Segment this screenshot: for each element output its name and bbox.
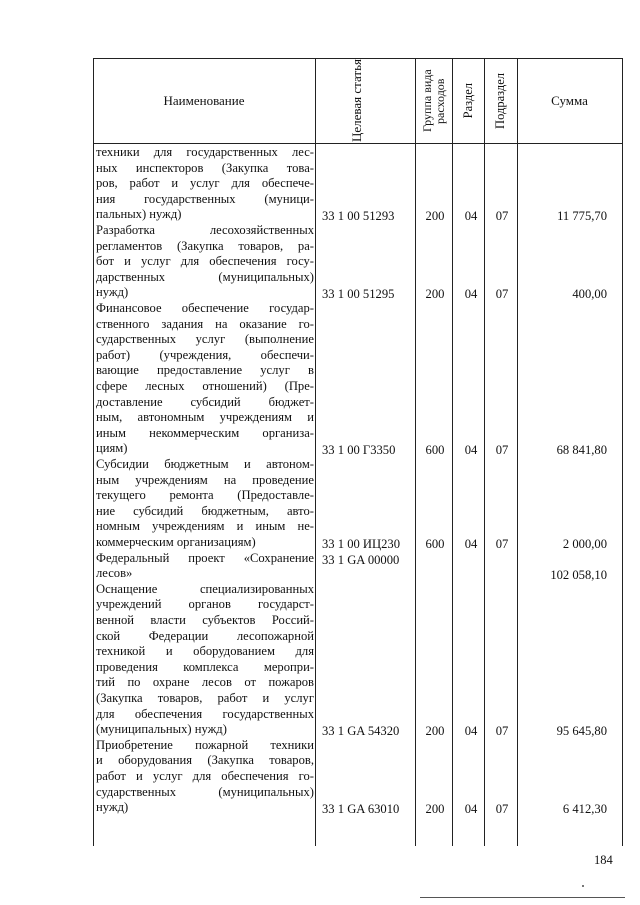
row-name-line: бот и услуг для обеспечения госу-	[96, 254, 314, 269]
header-sum-label: Сумма	[551, 92, 588, 108]
row-code: 33 1 00 Г3350	[322, 443, 396, 458]
row-name-line: лесов»	[96, 566, 133, 581]
row-name-line: работ и услуг для обеспечения го-	[96, 768, 314, 783]
header-section	[452, 58, 484, 143]
column-divider	[315, 58, 316, 846]
row-name-line: иным некоммерческим организа-	[96, 425, 314, 440]
row-subsection: 07	[495, 537, 509, 551]
row-name-line: ственного задания на оказание го-	[96, 316, 314, 331]
row-sum: 11 775,70	[557, 209, 607, 224]
row-section: 04	[464, 287, 478, 302]
column-divider	[452, 58, 453, 846]
row-name-line: дарственных (муниципальных)	[96, 269, 314, 284]
row-group: 600	[425, 537, 445, 551]
header-code	[315, 58, 415, 143]
row-sum: 2 000,00	[562, 537, 607, 551]
header-group	[415, 58, 452, 143]
row-name-line: работ) (учреждения, обеспечи-	[96, 347, 314, 362]
scan-speck	[582, 885, 584, 887]
row-name-line: сфере лесных отношений) (Пре-	[96, 378, 314, 393]
row-name-line: нужд)	[96, 285, 129, 300]
row-name-line: нужд)	[96, 800, 129, 815]
row-code: 33 1 GA 00000	[322, 552, 400, 567]
row-name	[96, 738, 314, 816]
row-name	[96, 223, 314, 301]
header-sum	[517, 58, 622, 143]
header-name-label: Наименование	[163, 92, 245, 108]
header-code-label: Целевая статья	[349, 58, 364, 142]
row-section: 04	[464, 537, 478, 551]
row-code: 33 1 GA 63010	[322, 802, 400, 817]
footer-rule	[420, 897, 625, 898]
row-code: 33 1 00 ИЦ230	[322, 537, 401, 551]
row-name-line: сударственных услуг (выполнение	[96, 332, 314, 347]
row-subsection: 07	[495, 443, 509, 458]
row-name-line: Разработка лесохозяйственных	[96, 223, 314, 237]
row-name-line: и оборудования (Закупка товаров,	[96, 753, 314, 768]
row-group: 200	[425, 209, 445, 224]
row-name-line: номным учреждениям и иным не-	[96, 519, 314, 534]
page-number: 184	[594, 853, 613, 867]
row-name-line: Оснащение специализированных	[96, 581, 314, 596]
row-section: 04	[464, 724, 478, 739]
row-group: 200	[425, 287, 445, 302]
row-name-line: (Закупка товаров, работ и услуг	[96, 690, 314, 705]
row-group: 200	[425, 724, 445, 739]
row-name-line: (муниципальных) нужд)	[96, 722, 227, 737]
row-name-line: Субсидии бюджетным и автоном-	[96, 457, 314, 471]
row-sum: 68 841,80	[556, 443, 607, 458]
row-sum: 400,00	[572, 287, 607, 302]
row-name-line: текущего ремонта (Предоставле-	[96, 488, 314, 503]
budget-table	[93, 58, 623, 846]
row-name	[96, 457, 314, 551]
row-name	[96, 551, 314, 582]
row-name-line: ния государственных (муници-	[96, 191, 314, 206]
table-border-right	[622, 58, 623, 846]
row-subsection: 07	[495, 209, 509, 224]
row-name-line: для обеспечения государственных	[96, 706, 314, 721]
header-group-label: Группа вида расходов	[419, 69, 447, 132]
header-divider	[93, 143, 623, 144]
row-section: 04	[464, 209, 478, 224]
row-name-line: циям)	[96, 441, 128, 456]
row-name-line: ров, работ и услуг для обеспече-	[96, 176, 314, 191]
row-name	[96, 582, 314, 738]
row-name-line: регламентов (Закупка товаров, ра-	[96, 238, 314, 253]
row-name	[96, 301, 314, 457]
row-name-line: ных инспекторов (Закупка това-	[96, 160, 314, 175]
column-divider	[415, 58, 416, 846]
row-subsection: 07	[495, 287, 509, 302]
row-group: 200	[425, 802, 445, 817]
row-name-line: ние субсидий бюджетным, авто-	[96, 503, 314, 518]
row-name-line: техники для государственных лес-	[96, 145, 314, 159]
header-subsection-label: Подраздел	[493, 72, 507, 129]
row-name	[96, 145, 314, 223]
row-name-line: тий по охране лесов от пожаров	[96, 675, 314, 690]
row-subsection: 07	[495, 724, 509, 739]
row-name-line: Федеральный проект «Сохранение	[96, 550, 314, 565]
row-name-line: сударственных (муниципальных)	[96, 784, 314, 799]
row-subsection: 07	[495, 802, 509, 817]
row-group: 600	[425, 443, 445, 458]
row-name-line: Приобретение пожарной техники	[96, 737, 314, 752]
row-name-line: Финансовое обеспечение государ-	[96, 301, 314, 315]
row-name-line: доставление субсидий бюджет-	[96, 394, 314, 409]
row-name-line: ным, автономным учреждениям и	[96, 410, 314, 425]
row-name-line: ным учреждениям на проведение	[96, 472, 314, 487]
row-code: 33 1 00 51295	[322, 287, 395, 302]
row-code: 33 1 00 51293	[322, 209, 395, 224]
row-section: 04	[464, 802, 478, 817]
row-name-line: учреждений органов государст-	[96, 597, 314, 612]
row-name-line: проведения комплекса меропри-	[96, 659, 314, 674]
row-code: 33 1 GA 54320	[322, 724, 400, 739]
table-border-left	[93, 58, 94, 846]
header-name	[93, 58, 315, 143]
row-section: 04	[464, 443, 478, 458]
row-sum: 6 412,30	[562, 802, 607, 817]
row-name-line: коммерческим организациям)	[96, 534, 256, 549]
row-name-line: ской Федерации лесопожарной	[96, 628, 314, 643]
row-name-line: техникой и оборудованием для	[96, 644, 314, 659]
column-divider	[517, 58, 518, 846]
row-sum: 95 645,80	[556, 724, 607, 739]
row-name-line: венной власти субъектов Россий-	[96, 612, 314, 627]
header-subsection	[484, 58, 517, 143]
row-sum: 102 058,10	[550, 568, 607, 583]
header-section-label: Раздел	[460, 82, 475, 119]
row-name-line: вающие предоставление услуг в	[96, 363, 314, 378]
row-name-line: пальных) нужд)	[96, 207, 182, 222]
